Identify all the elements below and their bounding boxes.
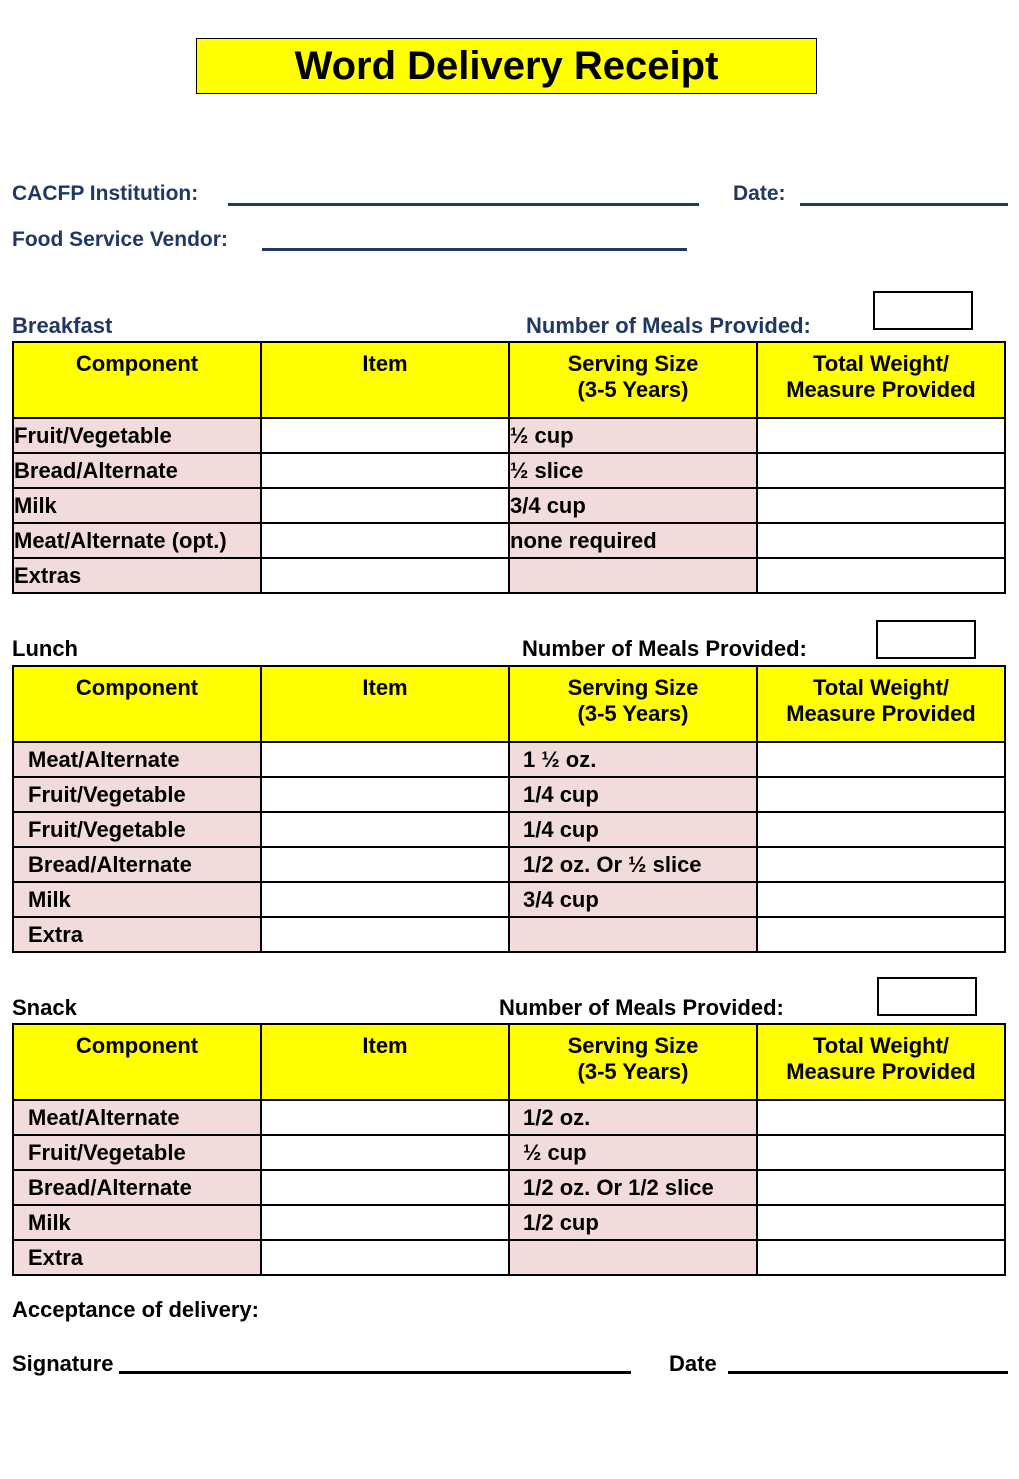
snack-meals-label: Number of Meals Provided: [499, 995, 784, 1020]
component-cell: Meat/Alternate [13, 742, 261, 777]
component-cell: Bread/Alternate [13, 453, 261, 488]
serving-size-cell: ½ cup [509, 418, 757, 453]
table-row [13, 558, 1005, 593]
signature-field[interactable] [119, 1371, 631, 1374]
total-weight-line1: Total Weight/ [812, 1033, 950, 1058]
component-cell: Fruit/Vegetable [13, 418, 261, 453]
serving-size-cell: 1/2 oz. Or ½ slice [509, 847, 757, 882]
component-cell: Bread/Alternate [13, 847, 261, 882]
institution-label: CACFP Institution: [12, 182, 199, 205]
column-header-serving-size [509, 666, 757, 742]
total-weight-input-cell[interactable] [757, 847, 1005, 882]
item-input-cell[interactable] [261, 882, 509, 917]
total-weight-input-cell[interactable] [757, 777, 1005, 812]
table-row [13, 523, 1005, 558]
serving-size-cell [509, 558, 757, 593]
column-header-component: Component [13, 342, 261, 418]
serving-size-line2: (3-5 Years) [577, 377, 689, 402]
snack-meals-input[interactable] [877, 977, 977, 1016]
serving-size-cell: 1/2 cup [509, 1205, 757, 1240]
total-weight-input-cell[interactable] [757, 1170, 1005, 1205]
item-input-cell[interactable] [261, 418, 509, 453]
table-row [13, 1205, 1005, 1240]
column-header-serving-size [509, 1024, 757, 1100]
table-row [13, 1135, 1005, 1170]
total-weight-input-cell[interactable] [757, 453, 1005, 488]
component-cell: Meat/Alternate (opt.) [13, 523, 261, 558]
total-weight-input-cell[interactable] [757, 1205, 1005, 1240]
total-weight-line1: Total Weight/ [812, 675, 950, 700]
table-row [13, 1100, 1005, 1135]
table-row [13, 1170, 1005, 1205]
total-weight-input-cell[interactable] [757, 1135, 1005, 1170]
column-header-total-weight [757, 342, 1005, 418]
total-weight-input-cell[interactable] [757, 418, 1005, 453]
breakfast-meals-label: Number of Meals Provided: [526, 313, 811, 338]
total-weight-input-cell[interactable] [757, 1240, 1005, 1275]
serving-size-cell [509, 1240, 757, 1275]
header-row [13, 666, 1005, 742]
serving-size-cell: ½ slice [509, 453, 757, 488]
header-row [13, 1024, 1005, 1100]
breakfast-label: Breakfast [12, 313, 113, 338]
table-row [13, 847, 1005, 882]
breakfast-table [12, 341, 1006, 594]
table-row [13, 777, 1005, 812]
total-weight-input-cell[interactable] [757, 882, 1005, 917]
serving-size-cell: 3/4 cup [509, 882, 757, 917]
serving-size-cell: 1/2 oz. [509, 1100, 757, 1135]
item-input-cell[interactable] [261, 453, 509, 488]
serving-size-cell: 1/4 cup [509, 812, 757, 847]
header-row [13, 342, 1005, 418]
serving-size-cell: ½ cup [509, 1135, 757, 1170]
table-row [13, 812, 1005, 847]
lunch-meals-input[interactable] [876, 620, 976, 659]
vendor-field[interactable] [262, 248, 687, 251]
breakfast-meals-input[interactable] [873, 291, 973, 330]
total-weight-input-cell[interactable] [757, 917, 1005, 952]
serving-size-cell: 1 ½ oz. [509, 742, 757, 777]
column-header-total-weight [757, 666, 1005, 742]
component-cell: Milk [13, 882, 261, 917]
column-header-component: Component [13, 666, 261, 742]
table-row [13, 488, 1005, 523]
column-header-item: Item [261, 1024, 509, 1100]
serving-size-line1: Serving Size [567, 675, 699, 700]
component-cell: Fruit/Vegetable [13, 777, 261, 812]
item-input-cell[interactable] [261, 1205, 509, 1240]
serving-size-line1: Serving Size [567, 351, 699, 376]
snack-label: Snack [12, 995, 77, 1020]
snack-table [12, 1023, 1006, 1276]
total-weight-input-cell[interactable] [757, 523, 1005, 558]
footer-date-label: Date [669, 1351, 717, 1376]
item-input-cell[interactable] [261, 777, 509, 812]
table-row [13, 882, 1005, 917]
item-input-cell[interactable] [261, 917, 509, 952]
lunch-label: Lunch [12, 636, 78, 661]
serving-size-line2: (3-5 Years) [577, 1059, 689, 1084]
item-input-cell[interactable] [261, 1100, 509, 1135]
item-input-cell[interactable] [261, 1135, 509, 1170]
total-weight-input-cell[interactable] [757, 558, 1005, 593]
serving-size-cell: none required [509, 523, 757, 558]
page-title: Word Delivery Receipt [196, 38, 817, 94]
item-input-cell[interactable] [261, 847, 509, 882]
serving-size-cell: 1/2 oz. Or 1/2 slice [509, 1170, 757, 1205]
item-input-cell[interactable] [261, 558, 509, 593]
item-input-cell[interactable] [261, 1170, 509, 1205]
component-cell: Extras [13, 558, 261, 593]
institution-field[interactable] [228, 203, 699, 206]
total-weight-input-cell[interactable] [757, 1100, 1005, 1135]
serving-size-cell: 3/4 cup [509, 488, 757, 523]
component-cell: Fruit/Vegetable [13, 812, 261, 847]
lunch-table [12, 665, 1006, 953]
table-row [13, 418, 1005, 453]
total-weight-input-cell[interactable] [757, 488, 1005, 523]
serving-size-cell [509, 917, 757, 952]
component-cell: Fruit/Vegetable [13, 1135, 261, 1170]
header-date-label: Date: [733, 182, 786, 205]
column-header-component: Component [13, 1024, 261, 1100]
item-input-cell[interactable] [261, 523, 509, 558]
lunch-meals-label: Number of Meals Provided: [522, 636, 807, 661]
total-weight-line1: Total Weight/ [812, 351, 950, 376]
component-cell: Extra [13, 1240, 261, 1275]
signature-label: Signature [12, 1351, 114, 1376]
component-cell: Meat/Alternate [13, 1100, 261, 1135]
item-input-cell[interactable] [261, 1240, 509, 1275]
table-row [13, 742, 1005, 777]
column-header-serving-size [509, 342, 757, 418]
serving-size-line1: Serving Size [567, 1033, 699, 1058]
acceptance-label: Acceptance of delivery: [12, 1297, 259, 1322]
table-row [13, 1240, 1005, 1275]
item-input-cell[interactable] [261, 742, 509, 777]
total-weight-line2: Measure Provided [786, 1059, 976, 1084]
component-cell: Extra [13, 917, 261, 952]
header-date-field[interactable] [800, 203, 1008, 206]
item-input-cell[interactable] [261, 812, 509, 847]
serving-size-line2: (3-5 Years) [577, 701, 689, 726]
table-row [13, 917, 1005, 952]
total-weight-line2: Measure Provided [786, 701, 976, 726]
column-header-total-weight [757, 1024, 1005, 1100]
component-cell: Milk [13, 1205, 261, 1240]
serving-size-cell: 1/4 cup [509, 777, 757, 812]
item-input-cell[interactable] [261, 488, 509, 523]
table-row [13, 453, 1005, 488]
total-weight-input-cell[interactable] [757, 812, 1005, 847]
vendor-label: Food Service Vendor: [12, 228, 228, 251]
component-cell: Milk [13, 488, 261, 523]
total-weight-input-cell[interactable] [757, 742, 1005, 777]
component-cell: Bread/Alternate [13, 1170, 261, 1205]
footer-date-field[interactable] [728, 1371, 1008, 1374]
total-weight-line2: Measure Provided [786, 377, 976, 402]
column-header-item: Item [261, 666, 509, 742]
column-header-item: Item [261, 342, 509, 418]
